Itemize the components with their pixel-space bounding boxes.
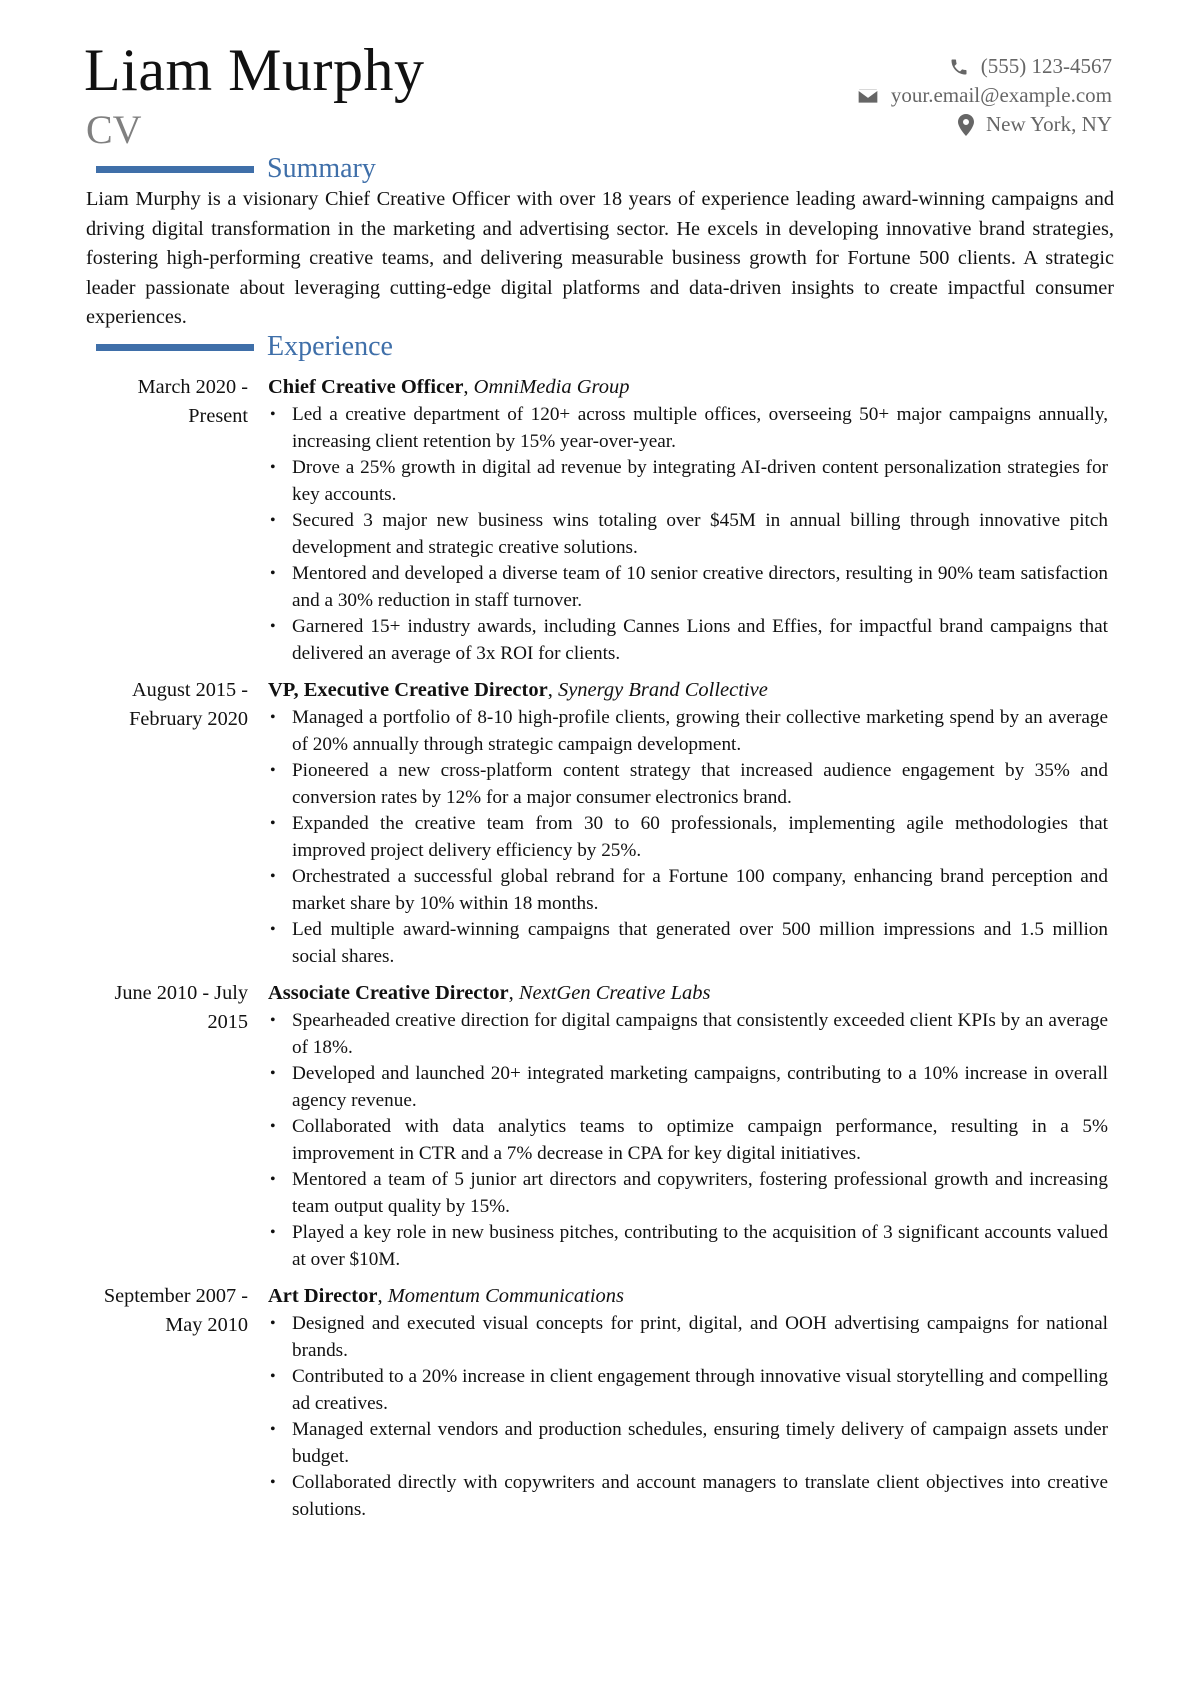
contact-location (857, 110, 1112, 139)
summary-text: Liam Murphy is a visionary Chief Creative Officer with over 18 years of experience leading award-winning campaigns and driving digital transformation in the marketing and advertising sector. He excels in developing innovative brand strategies, fostering high-performing creative teams, and delivering measurable business growth for Fortune 500 clients. A strategic leader passionate about leveraging cutting-edge digital platforms and data-driven insights to create impactful consumer experiences. (86, 188, 1114, 328)
job-bullet: • Orchestrated a successful global rebrand for a Fortune 100 company, enhancing brand perception and market share by 10% within 18 months. (268, 864, 1108, 917)
job-entry: March 2020 - Present Chief Creative Officer, OmniMedia Group • Led a creative department of 120+ across multiple offices, overseeing 50+ major campaigns annually, increasing client retention by 15% year-over-year. • Drove a 25% growth in digital ad revenue by integrating AI-driven content personalization strategies for key accounts. • Secured 3 major new business wins totaling over $45M in annual billing through innovative pitch development and strategic creative solutions. • Mentored and developed a diverse team of 10 senior creative directors, resulting in 90% team satisfaction and a 30% reduction in staff turnover. • Garnered 15+ industry awards, including Cannes Lions and Effies, for impactful brand campaigns that delivered an average of 3x ROI for clients. (86, 373, 1120, 667)
job-dates: March 2020 - Present (137, 376, 248, 427)
job-bullet: • Mentored a team of 5 junior art directors and copywriters, fostering professional growth and increasing team output quality by 15%. (268, 1167, 1108, 1220)
experience-title: Experience (267, 331, 393, 362)
job-company: OmniMedia Group (473, 376, 630, 398)
contact-email (857, 81, 1112, 110)
job-bullet: • Collaborated directly with copywriters and account managers to translate client objectives into creative solutions. (268, 1470, 1108, 1523)
job-entry: June 2010 - July 2015 Associate Creative Director, NextGen Creative Labs • Spearheaded creative direction for digital campaigns that consistently exceeded client KPIs by an average of 18%. • Developed and launched 20+ integrated marketing campaigns, contributing to a 10% increase in overall agency revenue. • Collaborated with data analytics teams to optimize campaign performance, resulting in a 5% improvement in CTR and a 7% decrease in CPA for key digital initiatives. • Mentored a team of 5 junior art directors and copywriters, fostering professional growth and increasing team output quality by 15%. • Played a key role in new business pitches, contributing to the acquisition of 3 significant accounts valued at over $10M. (86, 979, 1120, 1273)
job-bullet: • Spearheaded creative direction for digital campaigns that consistently exceeded client KPIs by an average of 18%. (268, 1008, 1108, 1061)
section-accent-bar (96, 344, 254, 351)
job-title: Associate Creative Director (268, 982, 509, 1004)
contact-phone (857, 52, 1112, 81)
job-company: Momentum Communications (387, 1285, 625, 1307)
job-bullet: • Developed and launched 20+ integrated marketing campaigns, contributing to a 10% increase in overall agency revenue. (268, 1061, 1108, 1114)
job-bullet: • Contributed to a 20% increase in client engagement through innovative visual storytelling and compelling ad creatives. (268, 1364, 1108, 1417)
email-address[interactable]: your.email@example.com (890, 83, 1112, 107)
phone-icon (949, 57, 969, 77)
job-bullet: • Expanded the creative team from 30 to 60 professionals, implementing agile methodologies that improved project delivery efficiency by 25%. (268, 811, 1108, 864)
job-bullet: • Led multiple award-winning campaigns that generated over 500 million impressions and 1.5 million social shares. (268, 917, 1108, 970)
document-subtitle: CV (86, 107, 142, 152)
summary-title: Summary (267, 153, 376, 184)
contact-block (857, 52, 1112, 139)
job-bullet: • Managed a portfolio of 8-10 high-profile clients, growing their collective marketing spend by an average of 20% annually through strategic campaign development. (268, 705, 1108, 758)
job-bullet: • Collaborated with data analytics teams to optimize campaign performance, resulting in a 5% improvement in CTR and a 7% decrease in CPA for key digital initiatives. (268, 1114, 1108, 1167)
job-title: Chief Creative Officer (268, 376, 464, 398)
job-bullet: • Mentored and developed a diverse team of 10 senior creative directors, resulting in 90% team satisfaction and a 30% reduction in staff turnover. (268, 561, 1108, 614)
map-marker-icon (958, 114, 974, 136)
location: New York, NY (985, 112, 1112, 136)
phone-number: (555) 123-4567 (980, 54, 1112, 78)
section-accent-bar (96, 166, 254, 173)
job-bullet: • Drove a 25% growth in digital ad revenue by integrating AI-driven content personalization strategies for key accounts. (268, 455, 1108, 508)
job-bullet: • Secured 3 major new business wins totaling over $45M in annual billing through innovative pitch development and strategic creative solutions. (268, 508, 1108, 561)
job-dates: June 2010 - July 2015 (114, 982, 248, 1033)
job-entry: September 2007 - May 2010 Art Director, Momentum Communications • Designed and executed visual concepts for print, digital, and OOH advertising campaigns for national brands. • Contributed to a 20% increase in client engagement through innovative visual storytelling and compelling ad creatives. • Managed external vendors and production schedules, ensuring timely delivery of campaign assets under budget. • Collaborated directly with copywriters and account managers to translate client objectives into creative solutions. (86, 1282, 1120, 1523)
job-dates: September 2007 - May 2010 (103, 1285, 248, 1336)
job-dates: August 2015 - February 2020 (129, 679, 248, 730)
job-bullet: • Designed and executed visual concepts for print, digital, and OOH advertising campaigns for national brands. (268, 1311, 1108, 1364)
job-bullet: • Led a creative department of 120+ across multiple offices, overseeing 50+ major campaigns annually, increasing client retention by 15% year-over-year. (268, 402, 1108, 455)
job-bullet: • Pioneered a new cross-platform content strategy that increased audience engagement by 35% and conversion rates by 12% for a major consumer electronics brand. (268, 758, 1108, 811)
experience-section-header (96, 333, 393, 361)
job-title: VP, Executive Creative Director (268, 679, 548, 701)
job-entry: August 2015 - February 2020 VP, Executive Creative Director, Synergy Brand Collective • Managed a portfolio of 8-10 high-profile clients, growing their collective marketing spend by an average of 20% annually through strategic campaign development. • Pioneered a new cross-platform content strategy that increased audience engagement by 35% and conversion rates by 12% for a major consumer electronics brand. • Expanded the creative team from 30 to 60 professionals, implementing agile methodologies that improved project delivery efficiency by 25%. • Orchestrated a successful global rebrand for a Fortune 100 company, enhancing brand perception and market share by 10% within 18 months. • Led multiple award-winning campaigns that generated over 500 million impressions and 1.5 million social shares. (86, 676, 1120, 970)
job-title: Art Director (268, 1285, 378, 1307)
job-bullet: • Garnered 15+ industry awards, including Cannes Lions and Effies, for impactful brand campaigns that delivered an average of 3x ROI for clients. (268, 614, 1108, 667)
summary-section-header (96, 155, 376, 183)
person-name: Liam Murphy (84, 37, 425, 103)
job-bullet: • Played a key role in new business pitches, contributing to the acquisition of 3 significant accounts valued at over $10M. (268, 1220, 1108, 1273)
job-company: Synergy Brand Collective (557, 679, 768, 701)
job-company: NextGen Creative Labs (518, 982, 711, 1004)
envelope-icon (857, 87, 879, 105)
job-bullet: • Managed external vendors and production schedules, ensuring timely delivery of campaign assets under budget. (268, 1417, 1108, 1470)
